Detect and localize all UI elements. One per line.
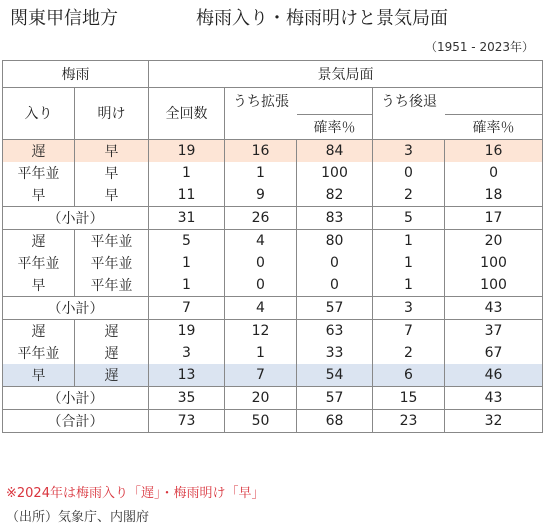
cell-in: 平年並	[3, 162, 75, 184]
cell-out: 早	[75, 139, 149, 162]
cell-total: 35	[149, 386, 225, 409]
cell-exp-rate: 33	[297, 342, 373, 364]
col-expansion-header: うち拡張	[225, 88, 373, 115]
cell-recession: 2	[373, 342, 445, 364]
cell-exp-rate: 57	[297, 386, 373, 409]
cell-recession: 3	[373, 139, 445, 162]
cell-total: 19	[149, 139, 225, 162]
cell-rec-rate: 37	[445, 319, 543, 342]
cell-in: 遅	[3, 229, 75, 252]
cell-expansion: 0	[225, 252, 297, 274]
table-row	[3, 274, 543, 297]
cell-total: 7	[149, 296, 225, 319]
subtotal-row	[3, 386, 543, 409]
cell-rec-rate: 43	[445, 386, 543, 409]
cell-recession: 23	[373, 409, 445, 432]
cell-exp-rate: 100	[297, 162, 373, 184]
cell-exp-rate: 80	[297, 229, 373, 252]
cell-expansion: 50	[225, 409, 297, 432]
row-label: （小計）	[3, 296, 149, 319]
cell-recession: 0	[373, 162, 445, 184]
cell-recession: 5	[373, 206, 445, 229]
page-title: 梅雨入り・梅雨明けと景気局面	[196, 8, 448, 29]
cell-recession: 15	[373, 386, 445, 409]
cell-rec-rate: 67	[445, 342, 543, 364]
cell-exp-rate: 0	[297, 274, 373, 297]
cell-expansion: 0	[225, 274, 297, 297]
rainy-season-economy-table	[2, 60, 543, 433]
cell-out: 平年並	[75, 229, 149, 252]
cell-total: 31	[149, 206, 225, 229]
cell-rec-rate: 20	[445, 229, 543, 252]
cell-out: 遅	[75, 342, 149, 364]
cell-total: 5	[149, 229, 225, 252]
table-row	[3, 162, 543, 184]
table-row	[3, 342, 543, 364]
cell-total: 11	[149, 184, 225, 207]
cell-expansion: 12	[225, 319, 297, 342]
cell-rec-rate: 32	[445, 409, 543, 432]
table-row	[3, 139, 543, 162]
cell-rec-rate: 0	[445, 162, 543, 184]
cell-expansion: 20	[225, 386, 297, 409]
cell-rec-rate: 100	[445, 274, 543, 297]
cell-recession: 7	[373, 319, 445, 342]
cell-exp-rate: 0	[297, 252, 373, 274]
note-2024: ※2024年は梅雨入り「遅」・梅雨明け「早」	[6, 486, 265, 501]
cell-out: 早	[75, 184, 149, 207]
period-label: （1951 - 2023年）	[424, 40, 534, 54]
cell-total: 1	[149, 162, 225, 184]
cell-recession: 3	[373, 296, 445, 319]
col-recession-header: うち後退	[373, 88, 543, 115]
cell-rec-rate: 16	[445, 139, 543, 162]
table-row	[3, 252, 543, 274]
col-out-header: 明け	[75, 88, 149, 140]
cell-out: 遅	[75, 319, 149, 342]
cell-expansion: 1	[225, 162, 297, 184]
source-label: （出所）気象庁、内閣府	[6, 510, 150, 525]
cell-exp-rate: 63	[297, 319, 373, 342]
cell-expansion: 7	[225, 364, 297, 387]
row-label: （合計）	[3, 409, 149, 432]
region-label: 関東甲信地方	[10, 8, 118, 29]
group-rainy-header: 梅雨	[3, 61, 149, 88]
cell-exp-rate: 82	[297, 184, 373, 207]
subtotal-row	[3, 296, 543, 319]
cell-expansion: 16	[225, 139, 297, 162]
cell-recession: 1	[373, 274, 445, 297]
cell-total: 3	[149, 342, 225, 364]
cell-total: 13	[149, 364, 225, 387]
cell-expansion: 1	[225, 342, 297, 364]
cell-total: 19	[149, 319, 225, 342]
cell-recession: 6	[373, 364, 445, 387]
cell-total: 1	[149, 274, 225, 297]
table-row	[3, 184, 543, 207]
group-economy-header: 景気局面	[149, 61, 543, 88]
cell-out: 早	[75, 162, 149, 184]
cell-in: 早	[3, 364, 75, 387]
cell-in: 遅	[3, 319, 75, 342]
subtotal-row	[3, 409, 543, 432]
row-label: （小計）	[3, 386, 149, 409]
row-label: （小計）	[3, 206, 149, 229]
table-row	[3, 319, 543, 342]
cell-recession: 2	[373, 184, 445, 207]
col-exp-rate-header: 確率％	[297, 115, 373, 140]
cell-rec-rate: 18	[445, 184, 543, 207]
table-row	[3, 229, 543, 252]
col-total-header: 全回数	[149, 88, 225, 140]
cell-exp-rate: 68	[297, 409, 373, 432]
cell-in: 平年並	[3, 342, 75, 364]
cell-recession: 1	[373, 252, 445, 274]
cell-expansion: 4	[225, 229, 297, 252]
subtotal-row	[3, 206, 543, 229]
cell-expansion: 4	[225, 296, 297, 319]
cell-out: 平年並	[75, 252, 149, 274]
cell-in: 早	[3, 274, 75, 297]
cell-exp-rate: 57	[297, 296, 373, 319]
cell-exp-rate: 84	[297, 139, 373, 162]
cell-total: 1	[149, 252, 225, 274]
cell-rec-rate: 100	[445, 252, 543, 274]
cell-out: 平年並	[75, 274, 149, 297]
cell-expansion: 26	[225, 206, 297, 229]
cell-in: 遅	[3, 139, 75, 162]
cell-in: 平年並	[3, 252, 75, 274]
cell-out: 遅	[75, 364, 149, 387]
cell-total: 73	[149, 409, 225, 432]
cell-exp-rate: 83	[297, 206, 373, 229]
cell-in: 早	[3, 184, 75, 207]
cell-rec-rate: 43	[445, 296, 543, 319]
col-in-header: 入り	[3, 88, 75, 140]
cell-exp-rate: 54	[297, 364, 373, 387]
cell-recession: 1	[373, 229, 445, 252]
cell-rec-rate: 17	[445, 206, 543, 229]
cell-rec-rate: 46	[445, 364, 543, 387]
cell-expansion: 9	[225, 184, 297, 207]
col-rec-rate-header: 確率％	[445, 115, 543, 140]
table-row	[3, 364, 543, 387]
